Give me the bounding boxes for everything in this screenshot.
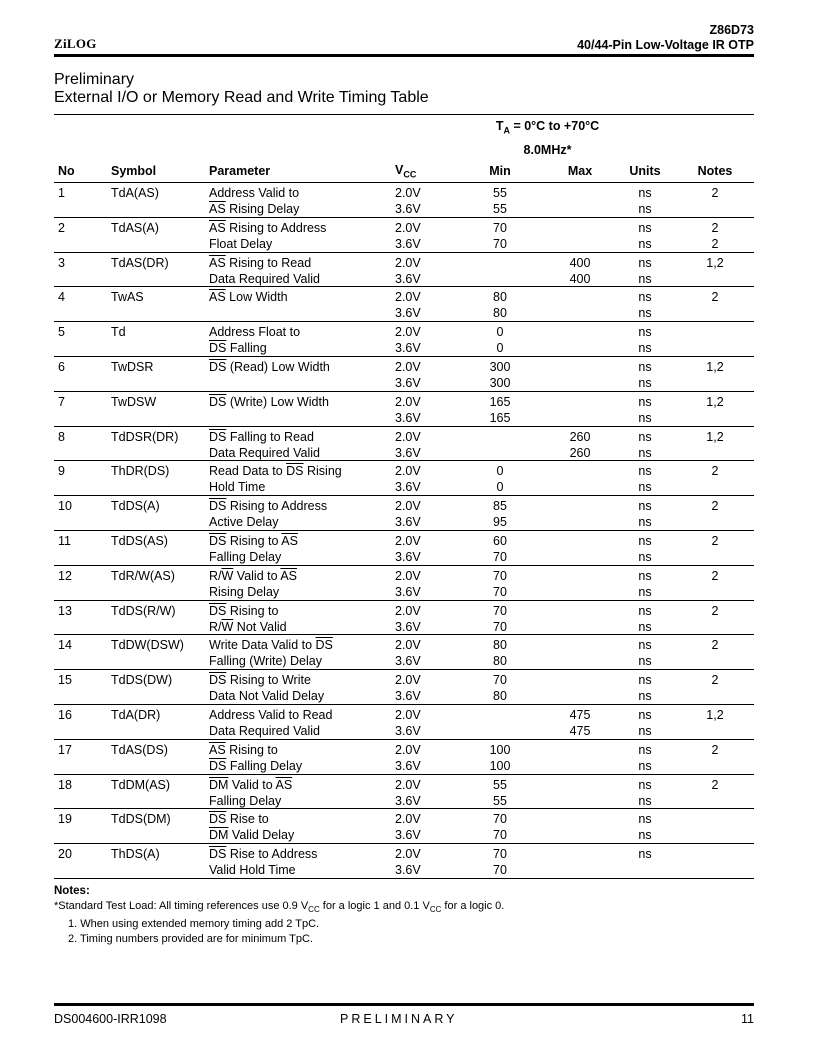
row-symbol: Td	[111, 325, 126, 339]
footer-page-number: 11	[741, 1012, 754, 1026]
row-units: ns	[638, 499, 652, 513]
row-units: ns	[638, 569, 652, 583]
col-header-min: Min	[489, 164, 511, 178]
row-parameter-line: $\overline{DS}$ Falling Delay	[209, 759, 303, 773]
row-units: ns	[638, 480, 652, 494]
row-vcc: 3.6V	[395, 272, 421, 286]
row-min: 70	[493, 863, 507, 877]
row-symbol: TdA(AS)	[111, 186, 159, 200]
row-number: 11	[58, 534, 71, 548]
row-notes: 2	[711, 604, 719, 618]
row-units: ns	[638, 341, 652, 355]
row-vcc: 3.6V	[395, 446, 421, 460]
row-vcc: 3.6V	[395, 689, 421, 703]
row-rule	[54, 600, 754, 601]
row-units: ns	[638, 708, 652, 722]
row-min: 80	[493, 689, 507, 703]
row-vcc: 2.0V	[395, 708, 421, 722]
row-parameter-line: $\overline{DS}$ Rising to Write	[209, 673, 311, 687]
row-min: 80	[493, 638, 507, 652]
row-symbol: TdDS(DM)	[111, 812, 171, 826]
row-units: ns	[638, 673, 652, 687]
row-symbol: TdAS(DR)	[111, 256, 169, 270]
row-number: 2	[58, 221, 65, 235]
row-rule	[54, 217, 754, 218]
row-symbol: TdAS(A)	[111, 221, 159, 235]
row-rule	[54, 739, 754, 740]
note-2: 2. Timing numbers provided are for minimum TpC.	[68, 933, 313, 946]
row-notes: 2	[711, 778, 719, 792]
row-units: ns	[638, 237, 652, 251]
row-rule	[54, 774, 754, 775]
row-min: 70	[493, 673, 507, 687]
row-parameter-line: $\overline{DS}$ Falling to Read	[209, 430, 314, 444]
row-parameter-line: $\overline{AS}$ Rising Delay	[209, 202, 300, 216]
test-conditions	[455, 117, 640, 160]
header-title-block	[577, 23, 754, 53]
row-vcc: 2.0V	[395, 743, 421, 757]
row-units: ns	[638, 430, 652, 444]
row-parameter-line: $\overline{DS}$ (Read) Low Width	[209, 360, 330, 374]
row-number: 20	[58, 847, 72, 861]
row-units: ns	[638, 446, 652, 460]
col-header-notes: Notes	[697, 164, 733, 178]
row-units: ns	[638, 325, 652, 339]
row-parameter-line: $\overline{DS}$ Falling	[209, 341, 267, 355]
row-parameter-line: $\overline{DM}$ Valid Delay	[209, 828, 295, 842]
row-units: ns	[638, 759, 652, 773]
row-rule	[54, 843, 754, 844]
row-parameter-line: Data Required Valid	[209, 724, 320, 738]
notes-section	[54, 884, 504, 947]
note-1: 1. When using extended memory timing add 2 TpC.	[68, 918, 320, 931]
row-rule	[54, 356, 754, 357]
row-units: ns	[638, 620, 652, 634]
row-parameter-line: $\overline{DS}$ Rising to	[209, 604, 279, 618]
row-units: ns	[638, 186, 652, 200]
row-parameter-line: Valid Hold Time	[209, 863, 296, 877]
row-min: 55	[493, 186, 507, 200]
row-vcc: 2.0V	[395, 325, 421, 339]
row-max: 260	[569, 430, 591, 444]
row-vcc: 2.0V	[395, 360, 421, 374]
row-parameter-line: Address Valid to	[209, 186, 300, 200]
row-min: 60	[493, 534, 507, 548]
row-parameter-line: Falling Delay	[209, 550, 282, 564]
row-parameter-line: Address Float to	[209, 325, 301, 339]
frequency: 8.0MHz*	[523, 142, 572, 157]
row-vcc: 3.6V	[395, 620, 421, 634]
col-header-symbol: Symbol	[111, 164, 157, 178]
row-units: ns	[638, 290, 652, 304]
row-parameter-line: $\overline{DS}$ (Write) Low Width	[209, 395, 329, 409]
row-symbol: TdDS(A)	[111, 499, 160, 513]
row-notes: 2	[711, 743, 719, 757]
row-symbol: TdDW(DSW)	[111, 638, 184, 652]
row-parameter-line: $R/\overline{W}$ Not Valid	[209, 620, 287, 634]
row-vcc: 3.6V	[395, 306, 421, 320]
row-symbol: TdA(DR)	[111, 708, 161, 722]
row-parameter-line: Falling Delay	[209, 794, 282, 808]
row-vcc: 3.6V	[395, 759, 421, 773]
row-vcc: 2.0V	[395, 534, 421, 548]
row-number: 9	[58, 464, 65, 478]
row-min: 70	[493, 237, 507, 251]
row-parameter-line: $\overline{DS}$ Rise to	[209, 812, 269, 826]
row-min: 70	[493, 828, 507, 842]
row-units: ns	[638, 411, 652, 425]
row-number: 10	[58, 499, 72, 513]
table-bottom-rule	[54, 878, 754, 879]
row-min: 80	[493, 306, 507, 320]
row-number: 16	[58, 708, 72, 722]
row-units: ns	[638, 256, 652, 270]
col-header-vcc: $V_{CC}$	[395, 163, 417, 180]
row-notes: 2	[711, 534, 719, 548]
row-min: 80	[493, 290, 507, 304]
header-logo: ZiLOG	[54, 36, 97, 51]
row-rule	[54, 495, 754, 496]
row-min: 70	[493, 550, 507, 564]
row-number: 4	[58, 290, 65, 304]
row-parameter-line: $\overline{DS}$ Rising to Address	[209, 499, 328, 513]
row-units: ns	[638, 464, 652, 478]
row-units: ns	[638, 604, 652, 618]
row-parameter-line: Active Delay	[209, 515, 279, 529]
row-vcc: 3.6V	[395, 376, 421, 390]
row-vcc: 2.0V	[395, 395, 421, 409]
row-vcc: 2.0V	[395, 256, 421, 270]
row-notes: 2	[711, 569, 719, 583]
row-min: 100	[489, 759, 511, 773]
row-rule	[54, 460, 754, 461]
row-parameter-line: $\overline{DS}$ Rise to Address	[209, 847, 318, 861]
part-number: Z86D73	[709, 23, 754, 37]
row-notes: 2	[711, 673, 719, 687]
row-vcc: 2.0V	[395, 221, 421, 235]
row-units: ns	[638, 272, 652, 286]
row-symbol: TdDM(AS)	[111, 778, 171, 792]
row-units: ns	[638, 515, 652, 529]
row-number: 1	[58, 186, 65, 200]
row-notes: 2	[711, 638, 719, 652]
row-vcc: 2.0V	[395, 847, 421, 861]
row-min: 70	[493, 569, 507, 583]
header-rule	[54, 54, 754, 57]
row-symbol: TdDS(R/W)	[111, 604, 176, 618]
row-notes: 1,2	[706, 708, 724, 722]
row-parameter-line: $\overline{DM}$ Valid to $\overline{AS}$	[209, 778, 293, 792]
row-parameter-line: $\overline{AS}$ Rising to Read	[209, 256, 312, 270]
row-number: 12	[58, 569, 72, 583]
row-vcc: 3.6V	[395, 794, 421, 808]
row-min: 0	[496, 341, 504, 355]
row-vcc: 2.0V	[395, 430, 421, 444]
row-min: 55	[493, 794, 507, 808]
row-notes: 1,2	[706, 430, 724, 444]
row-vcc: 2.0V	[395, 812, 421, 826]
row-min: 70	[493, 604, 507, 618]
row-min: 70	[493, 221, 507, 235]
row-min: 70	[493, 620, 507, 634]
row-vcc: 3.6V	[395, 411, 421, 425]
row-min: 0	[496, 325, 504, 339]
row-rule	[54, 669, 754, 670]
row-rule	[54, 426, 754, 427]
row-min: 0	[496, 464, 504, 478]
row-notes: 1,2	[706, 360, 724, 374]
row-symbol: TdDSR(DR)	[111, 430, 179, 444]
row-notes: 2	[711, 499, 719, 513]
temperature-range: $T_A = 0^\circ C$ to +70°C	[495, 119, 600, 136]
row-parameter-line: Falling (Write) Delay	[209, 654, 322, 668]
notes-heading: Notes:	[54, 885, 90, 897]
row-symbol: TdR/W(AS)	[111, 569, 175, 583]
row-vcc: 2.0V	[395, 290, 421, 304]
row-vcc: 2.0V	[395, 464, 421, 478]
row-units: ns	[638, 743, 652, 757]
page-title	[54, 71, 429, 107]
row-rule	[54, 530, 754, 531]
row-parameter-line: Hold Time	[209, 480, 266, 494]
row-number: 8	[58, 430, 65, 444]
row-parameter-line: $\overline{AS}$ Low Width	[209, 290, 288, 304]
row-max: 400	[569, 256, 591, 270]
row-max: 475	[569, 708, 591, 722]
title-status: Preliminary	[54, 71, 135, 88]
row-vcc: 3.6V	[395, 863, 421, 877]
row-units: ns	[638, 812, 652, 826]
row-parameter-line: $\overline{AS}$ Rising to	[209, 743, 278, 757]
row-min: 70	[493, 812, 507, 826]
row-number: 5	[58, 325, 65, 339]
row-vcc: 3.6V	[395, 341, 421, 355]
row-min: 300	[489, 360, 511, 374]
row-min: 95	[493, 515, 507, 529]
row-vcc: 2.0V	[395, 569, 421, 583]
col-header-no: No	[58, 164, 75, 178]
row-symbol: TdDS(DW)	[111, 673, 173, 687]
row-min: 0	[496, 480, 504, 494]
row-symbol: TwDSR	[111, 360, 154, 374]
row-parameter-line: Write Data Valid to $\overline{DS}$	[209, 638, 333, 652]
row-rule	[54, 808, 754, 809]
row-symbol: TdDS(AS)	[111, 534, 168, 548]
table-title: External I/O or Memory Read and Write Timing Table	[54, 89, 429, 106]
row-vcc: 3.6V	[395, 654, 421, 668]
row-number: 19	[58, 812, 72, 826]
part-description: 40/44-Pin Low-Voltage IR OTP	[577, 38, 754, 52]
row-notes: 2	[711, 290, 719, 304]
row-units: ns	[638, 828, 652, 842]
row-vcc: 3.6V	[395, 828, 421, 842]
col-header-parameter: Parameter	[209, 164, 271, 178]
row-number: 18	[58, 778, 72, 792]
note-standard-test-load: *Standard Test Load: All timing references use 0.9 $V_{CC}$ for a logic 1 and 0.1 $V_{CC}$ for a logic 0.	[54, 900, 505, 915]
row-parameter-line: Address Valid to Read	[209, 708, 333, 722]
row-min: 80	[493, 654, 507, 668]
row-number: 17	[58, 743, 72, 757]
col-header-max: Max	[567, 164, 593, 178]
row-units: ns	[638, 847, 652, 861]
row-vcc: 2.0V	[395, 638, 421, 652]
row-vcc: 2.0V	[395, 778, 421, 792]
row-number: 6	[58, 360, 65, 374]
row-number: 14	[58, 638, 72, 652]
row-notes: 1,2	[706, 256, 724, 270]
row-parameter-line: Float Delay	[209, 237, 273, 251]
row-units: ns	[638, 585, 652, 599]
row-rule	[54, 704, 754, 705]
row-vcc: 2.0V	[395, 673, 421, 687]
row-min: 70	[493, 585, 507, 599]
row-parameter-line: $\overline{DS}$ Rising to $\overline{AS}$	[209, 534, 298, 548]
row-parameter-line: Rising Delay	[209, 585, 280, 599]
row-rule	[54, 634, 754, 635]
row-notes: 2	[711, 186, 719, 200]
row-rule	[54, 321, 754, 322]
row-parameter-line: $\overline{AS}$ Rising to Address	[209, 221, 327, 235]
row-vcc: 2.0V	[395, 186, 421, 200]
row-parameter-line: Read Data to $\overline{DS}$ Rising	[209, 464, 342, 478]
row-number: 3	[58, 256, 65, 270]
row-max: 475	[569, 724, 591, 738]
row-units: ns	[638, 534, 652, 548]
row-units: ns	[638, 550, 652, 564]
footer-status: PRELIMINARY	[340, 1012, 458, 1026]
row-units: ns	[638, 376, 652, 390]
row-min: 100	[489, 743, 511, 757]
row-min: 165	[489, 411, 511, 425]
row-notes: 1,2	[706, 395, 724, 409]
row-vcc: 3.6V	[395, 202, 421, 216]
row-notes: 2	[711, 237, 719, 251]
row-notes: 2	[711, 221, 719, 235]
row-vcc: 3.6V	[395, 724, 421, 738]
row-symbol: ThDS(A)	[111, 847, 160, 861]
row-max: 260	[569, 446, 591, 460]
col-header-units: Units	[629, 164, 661, 178]
row-min: 85	[493, 499, 507, 513]
row-vcc: 3.6V	[395, 550, 421, 564]
row-min: 55	[493, 778, 507, 792]
row-rule	[54, 286, 754, 287]
row-units: ns	[638, 221, 652, 235]
row-parameter-line: Data Not Valid Delay	[209, 689, 325, 703]
row-notes: 2	[711, 464, 719, 478]
row-min: 165	[489, 395, 511, 409]
row-vcc: 3.6V	[395, 480, 421, 494]
row-max: 400	[569, 272, 591, 286]
row-symbol: TdAS(DS)	[111, 743, 168, 757]
table-top-rule	[54, 114, 754, 115]
row-rule	[54, 182, 754, 183]
row-symbol: TwDSW	[111, 395, 157, 409]
row-number: 7	[58, 395, 65, 409]
footer-rule	[54, 1003, 754, 1006]
row-units: ns	[638, 395, 652, 409]
row-units: ns	[638, 778, 652, 792]
row-number: 13	[58, 604, 72, 618]
row-units: ns	[638, 306, 652, 320]
row-units: ns	[638, 202, 652, 216]
row-min: 70	[493, 847, 507, 861]
row-vcc: 3.6V	[395, 237, 421, 251]
row-parameter-line: $R/\overline{W}$ Valid to $\overline{AS}$	[209, 569, 298, 583]
row-vcc: 2.0V	[395, 499, 421, 513]
row-rule	[54, 565, 754, 566]
row-min: 55	[493, 202, 507, 216]
row-symbol: ThDR(DS)	[111, 464, 170, 478]
row-vcc: 3.6V	[395, 515, 421, 529]
row-number: 15	[58, 673, 72, 687]
row-rule	[54, 391, 754, 392]
row-parameter-line: Data Required Valid	[209, 446, 320, 460]
row-vcc: 3.6V	[395, 585, 421, 599]
row-parameter-line: Data Required Valid	[209, 272, 320, 286]
row-vcc: 2.0V	[395, 604, 421, 618]
row-units: ns	[638, 654, 652, 668]
row-min: 300	[489, 376, 511, 390]
row-units: ns	[638, 638, 652, 652]
row-units: ns	[638, 360, 652, 374]
row-units: ns	[638, 794, 652, 808]
row-units: ns	[638, 724, 652, 738]
row-symbol: TwAS	[111, 290, 144, 304]
row-units: ns	[638, 689, 652, 703]
footer-doc-id: DS004600-IRR1098	[54, 1012, 167, 1026]
row-rule	[54, 252, 754, 253]
